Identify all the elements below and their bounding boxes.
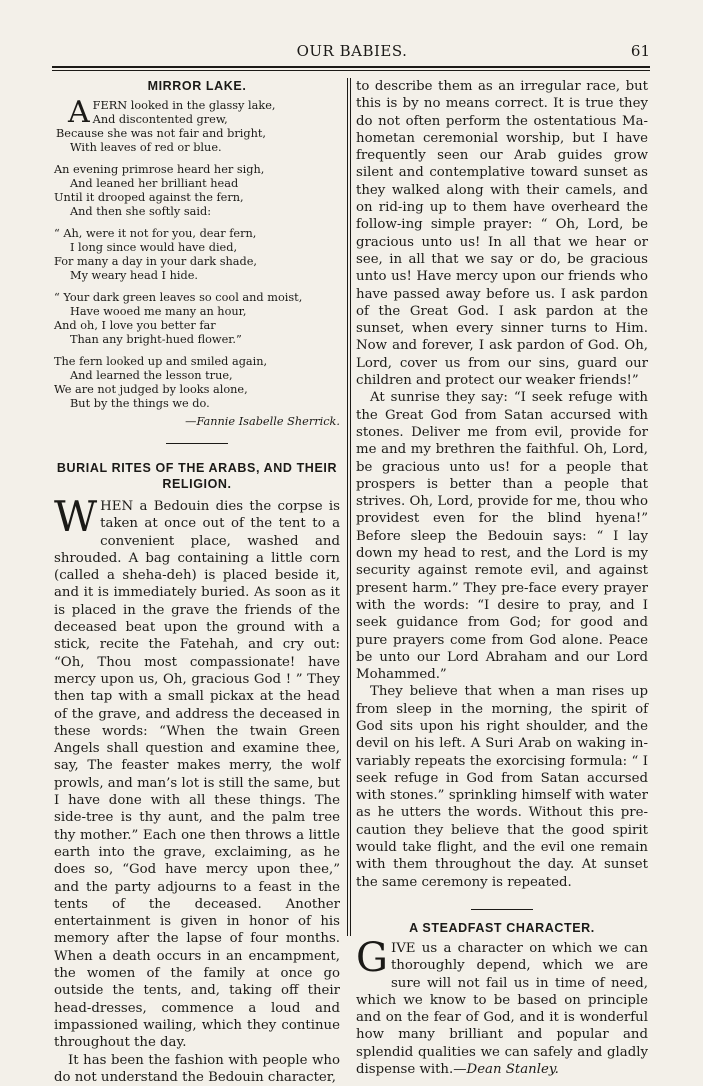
- left-column: [54, 78, 340, 978]
- column-divider-double: [350, 78, 351, 936]
- poem-line: Than any bright-hued flower.”: [54, 333, 340, 347]
- poem-mirror-lake: [54, 99, 340, 429]
- poem-line: And discontented grew,: [54, 113, 340, 127]
- poem-attribution: —Fannie Isabelle Sherrick.: [54, 415, 340, 429]
- poem-line: And oh, I love you better far: [54, 319, 340, 333]
- poem-line: And learned the lesson true,: [54, 369, 340, 383]
- poem-line: Have wooed me many an hour,: [54, 305, 340, 319]
- poem-line: An evening primrose heard her sigh,: [54, 163, 340, 177]
- drop-cap: A: [68, 100, 90, 126]
- poem-stanza: [54, 227, 340, 283]
- poem-line: The fern looked up and smiled again,: [54, 355, 340, 369]
- article-paragraph: At sunrise they say: “I seek refuge with the Great God from Satan accursed with stones. Deliver me from evil, provide for me and my brethren the faithful. Oh, Lord, be gracious unto us! for a people that prospers is better than a people that strives. Oh, Lord, provide for me, thou who providest even for the blind hyena!” Before sleep the Bedouin says: “ I lay down my head to rest, and the Lord is my security against remote evil, and against present harm.” They pre-face every prayer with the words: “I desire to pray, and I seek guidance from God; for good and pure prayers come from God alone. Peace be unto our Lord Abraham and our Lord Mohammed.”: [356, 389, 648, 683]
- poem-stanza: [54, 99, 340, 155]
- poem-stanza: [54, 355, 340, 411]
- poem-line: With leaves of red or blue.: [54, 141, 340, 155]
- section-rule: [471, 909, 533, 910]
- poem-line: “ Your dark green leaves so cool and moist,: [54, 291, 340, 305]
- article-title: A STEADFAST CHARACTER.: [356, 920, 648, 936]
- poem-line: And then she softly said:: [54, 205, 340, 219]
- poem-line: I long since would have died,: [54, 241, 340, 255]
- header-rule: [52, 66, 650, 71]
- drop-cap: W: [54, 500, 97, 534]
- right-column: [356, 78, 648, 978]
- poem-stanza: [54, 291, 340, 347]
- poem-title: MIRROR LAKE.: [54, 78, 340, 94]
- poem-line: For many a day in your dark shade,: [54, 255, 340, 269]
- poem-line: Because she was not fair and bright,: [54, 127, 340, 141]
- section-rule: [166, 443, 228, 444]
- poem-line: We are not judged by looks alone,: [54, 383, 340, 397]
- poem-line: FERN looked in the glassy lake,: [54, 99, 340, 113]
- article-paragraph: [54, 498, 340, 1052]
- article-paragraph: They believe that when a man rises up from sleep in the morning, the spirit of God sits upon his right shoulder, and the devil on his left. A Suri Arab on waking in-variably repeats the exorcising formula: “ I seek refuge in God from Satan accursed with stones.” sprinkling himself with water as he utters the words. Without this pre-caution they believe that the good spirit would take flight, and the evil one remain with them throughout the day. At sunset the same ceremony is repeated.: [356, 683, 648, 891]
- article-paragraph: [356, 940, 648, 1078]
- poem-line: But by the things we do.: [54, 397, 340, 411]
- poem-line: Until it drooped against the fern,: [54, 191, 340, 205]
- running-title: OUR BABIES.: [54, 42, 650, 60]
- article-title: BURIAL RITES OF THE ARABS, AND THEIR RELIGION.: [54, 460, 340, 492]
- poem-line: “ Ah, were it not for you, dear fern,: [54, 227, 340, 241]
- drop-cap: G: [356, 941, 388, 975]
- article-paragraph: It has been the fashion with people who do not understand the Bedouin character,: [54, 1052, 340, 1086]
- page-header: [54, 40, 650, 64]
- column-divider: [347, 78, 348, 936]
- paragraph-text: HEN a Bedouin dies the corpse is taken at once out of the tent to a convenient place, washed and shrouded. A bag containing a little corn (called a sheha-deh) is placed beside it, and it is immediately buried. As soon as it is placed in the grave the friends of the deceased beat upon the ground with a stick, recite the Fatehah, and cry out: “Oh, Thou most compassionate! have mercy upon us, Oh, gracious God ! ” They then tap with a small pickax at the head of the grave, and address the deceased in these words: “When the twain Green Angels shall question and examine thee, say, The feaster makes merry, the wolf prowls, and man’s lot is still the same, but I have done with all these things. The side-tree is thy aunt, and the palm tree thy mother.” Each one then throws a little earth into the grave, exclaiming, as he does so, “God have mercy upon thee,” and the party adjourns to a feast in the tents of the deceased. Another entertainment is given in honor of his memory after the lapse of four months. When a death occurs in an encampment, the women of the family at once go outside the tents, and, taking off their head-dresses, commence a loud and impassioned wailing, which they continue throughout the day.: [54, 499, 340, 1050]
- page-number: 61: [631, 42, 650, 60]
- article-attribution: Dean Stanley.: [467, 1062, 559, 1077]
- poem-stanza: [54, 163, 340, 219]
- poem-line: And leaned her brilliant head: [54, 177, 340, 191]
- article-paragraph: to describe them as an irregular race, but this is by no means correct. It is true they do not often perform the ostentatious Ma-hometan ceremonial worship, but I have frequently seen our Arab guides grow silent and contemplative toward sunset as they walked along with their camels, and on rid-ing up to them have overheard the follow-ing simple prayer: “ Oh, Lord, be gracious unto us! In all that we hear or see, in all that we say or do, be gracious unto us! Have mercy upon our friends who have passed away before us. I ask pardon of the Great God. I ask pardon at the sunset, when every sinner turns to Him. Now and forever, I ask pardon of God. Oh, Lord, cover us from our sins, guard our children and protect our weaker friends!”: [356, 78, 648, 389]
- poem-line: My weary head I hide.: [54, 269, 340, 283]
- paragraph-text: IVE us a character on which we can thoroughly depend, which we are sure will not fail us in time of need, which we know to be based on principle and on the fear of God, and it is wonderful how many brilliant and popular and splendid qualities we can safely and gladly dispense with.—: [356, 941, 648, 1077]
